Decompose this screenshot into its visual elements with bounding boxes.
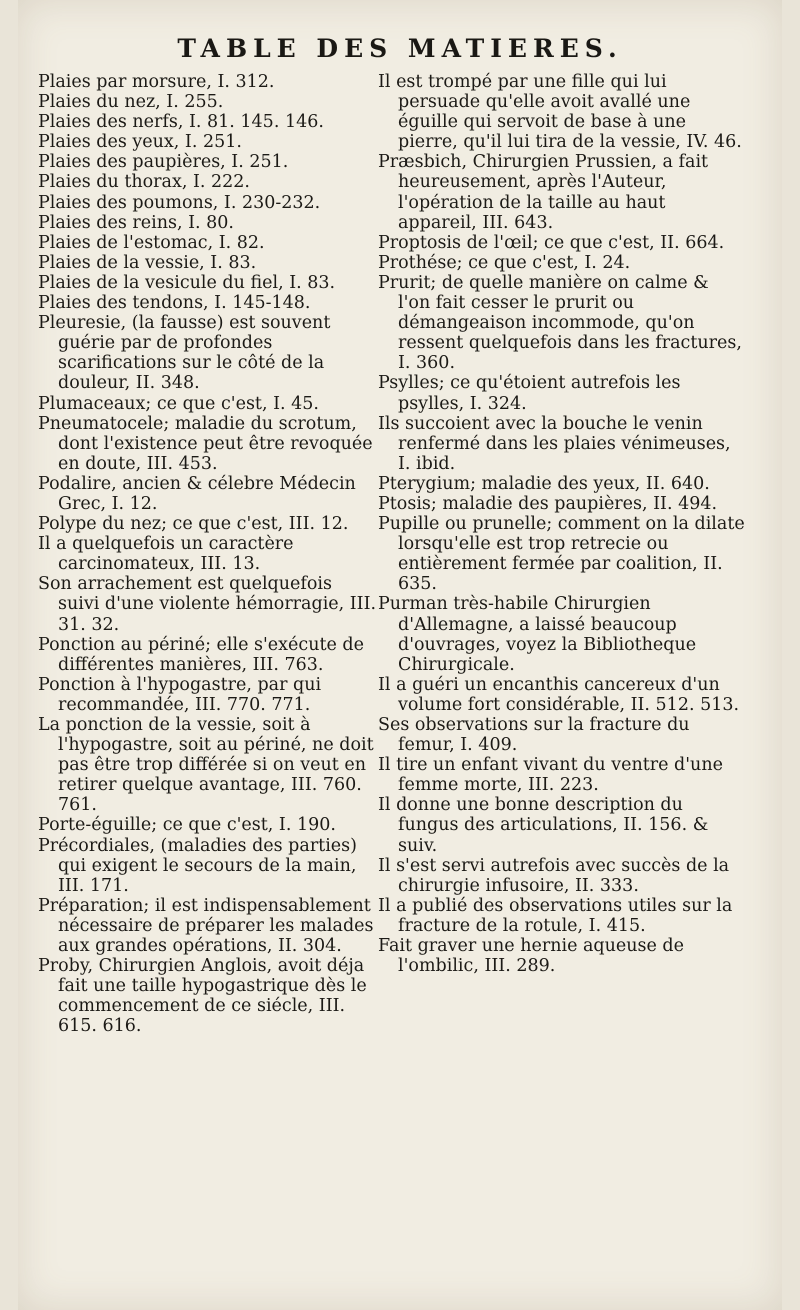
index-entry: Plaies de la vesicule du fiel, I. 83. xyxy=(38,272,336,293)
index-entry: Pneumatocele; maladie du scrotum, dont l'existence peut être revoquée en doute, III. 453. xyxy=(38,413,373,474)
page-title: TABLE DES MATIERES. xyxy=(177,34,623,63)
left-column xyxy=(38,72,378,1037)
index-entry: Polype du nez; ce que c'est, III. 12. xyxy=(38,514,349,535)
index-entry: Plaies des reins, I. 80. xyxy=(38,212,234,233)
index-entry: Il a quelquefois un caractère carcinomateux, III. 13. xyxy=(38,534,294,575)
index-entry: Proptosis de l'œil; ce que c'est, II. 664. xyxy=(378,232,725,253)
index-entry: Psylles; ce qu'étoient autrefois les psylles, I. 324. xyxy=(378,373,681,414)
index-entry: Plaies du thorax, I. 222. xyxy=(38,172,250,193)
index-entry: Purman très-habile Chirurgien d'Allemagne, a laissé beaucoup d'ouvrages, voyez la Bibliotheque Chirurgicale. xyxy=(378,594,697,675)
index-entry: Plaies du nez, I. 255. xyxy=(38,92,224,113)
index-entry: Plaies des yeux, I. 251. xyxy=(38,132,242,153)
index-entry: Podalire, ancien & célebre Médecin Grec, I. 12. xyxy=(38,473,356,514)
index-entry: Son arrachement est quelquefois suivi d'une violente hémorragie, III. 31. 32. xyxy=(38,574,377,635)
book-page xyxy=(18,0,782,1310)
index-entry: Prurit; de quelle manière on calme & l'on fait cesser le prurit ou démangeaison incommode, qu'on ressent quelquefois dans les fractures, I. 360. xyxy=(378,272,742,374)
index-entry: Porte-éguille; ce que c'est, I. 190. xyxy=(38,815,336,836)
index-entry: Plaies des tendons, I. 145-148. xyxy=(38,293,311,314)
index-entry: Il est trompé par une fille qui lui persuade qu'elle avoit avallé une éguille qui servoit de base à une pierre, qu'il lui tira de la vessie, IV. 46. xyxy=(378,72,742,153)
right-column xyxy=(378,72,746,976)
index-entry: Ils succoient avec la bouche le venin renfermé dans les plaies vénimeuses, I. ibid. xyxy=(378,413,731,474)
index-entry: Il donne une bonne description du fungus des articulations, II. 156. & suiv. xyxy=(378,795,709,856)
index-entry: Ponction au périné; elle s'exécute de différentes manières, III. 763. xyxy=(38,634,364,675)
index-entry: Plaies de l'estomac, I. 82. xyxy=(38,232,265,253)
index-entry: Il a guéri un encanthis cancereux d'un volume fort considérable, II. 512. 513. xyxy=(378,674,740,715)
index-entry: Fait graver une hernie aqueuse de l'ombilic, III. 289. xyxy=(378,936,684,977)
index-entry: Préparation; il est indispensablement nécessaire de préparer les malades aux grandes opérations, II. 304. xyxy=(38,895,374,957)
index-entry: Plaies des paupières, I. 251. xyxy=(38,152,289,173)
index-entry: Proby, Chirurgien Anglois, avoit déja fait une taille hypogastrique dès le commencement de ce siécle, III. 615. 616. xyxy=(38,956,367,1037)
index-entry: Pterygium; maladie des yeux, II. 640. xyxy=(378,473,710,494)
index-entry: Il tire un enfant vivant du ventre d'une femme morte, III. 223. xyxy=(378,755,723,796)
index-entry: Plumaceaux; ce que c'est, I. 45. xyxy=(38,393,319,414)
index-entry: Il s'est servi autrefois avec succès de la chirurgie infusoire, II. 333. xyxy=(378,855,730,896)
index-entry: Plaies de la vessie, I. 83. xyxy=(38,252,257,273)
index-entry: Plaies des poumons, I. 230-232. xyxy=(38,192,321,213)
index-entry: La ponction de la vessie, soit à l'hypogastre, soit au périné, ne doit pas être trop différée si on veut en retirer quelque avantage, III. 760. 761. xyxy=(38,715,374,816)
index-entry: Ponction à l'hypogastre, par qui recommandée, III. 770. 771. xyxy=(38,674,322,715)
index-entry: Précordiales, (maladies des parties) qui exigent le secours de la main, III. 171. xyxy=(38,835,357,896)
index-entry: Il a publié des observations utiles sur la fracture de la rotule, I. 415. xyxy=(378,895,733,936)
index-entry: Pupille ou prunelle; comment on la dilate lorsqu'elle est trop retrecie ou entièrement fermée par coalition, II. 635. xyxy=(378,514,745,595)
index-entry: Plaies par morsure, I. 312. xyxy=(38,72,275,92)
index-entry: Ptosis; maladie des paupières, II. 494. xyxy=(378,493,718,514)
index-entry: Ses observations sur la fracture du femur, I. 409. xyxy=(378,715,690,756)
index-entry: Pleuresie, (la fausse) est souvent guérie par de profondes scarifications sur le côté de la douleur, II. 348. xyxy=(38,313,331,394)
index-entry: Plaies des nerfs, I. 81. 145. 146. xyxy=(38,112,324,133)
index-entry: Præsbich, Chirurgien Prussien, a fait heureusement, après l'Auteur, l'opération de la taille au haut appareil, III. 643. xyxy=(378,152,709,233)
index-entry: Prothése; ce que c'est, I. 24. xyxy=(378,252,631,273)
